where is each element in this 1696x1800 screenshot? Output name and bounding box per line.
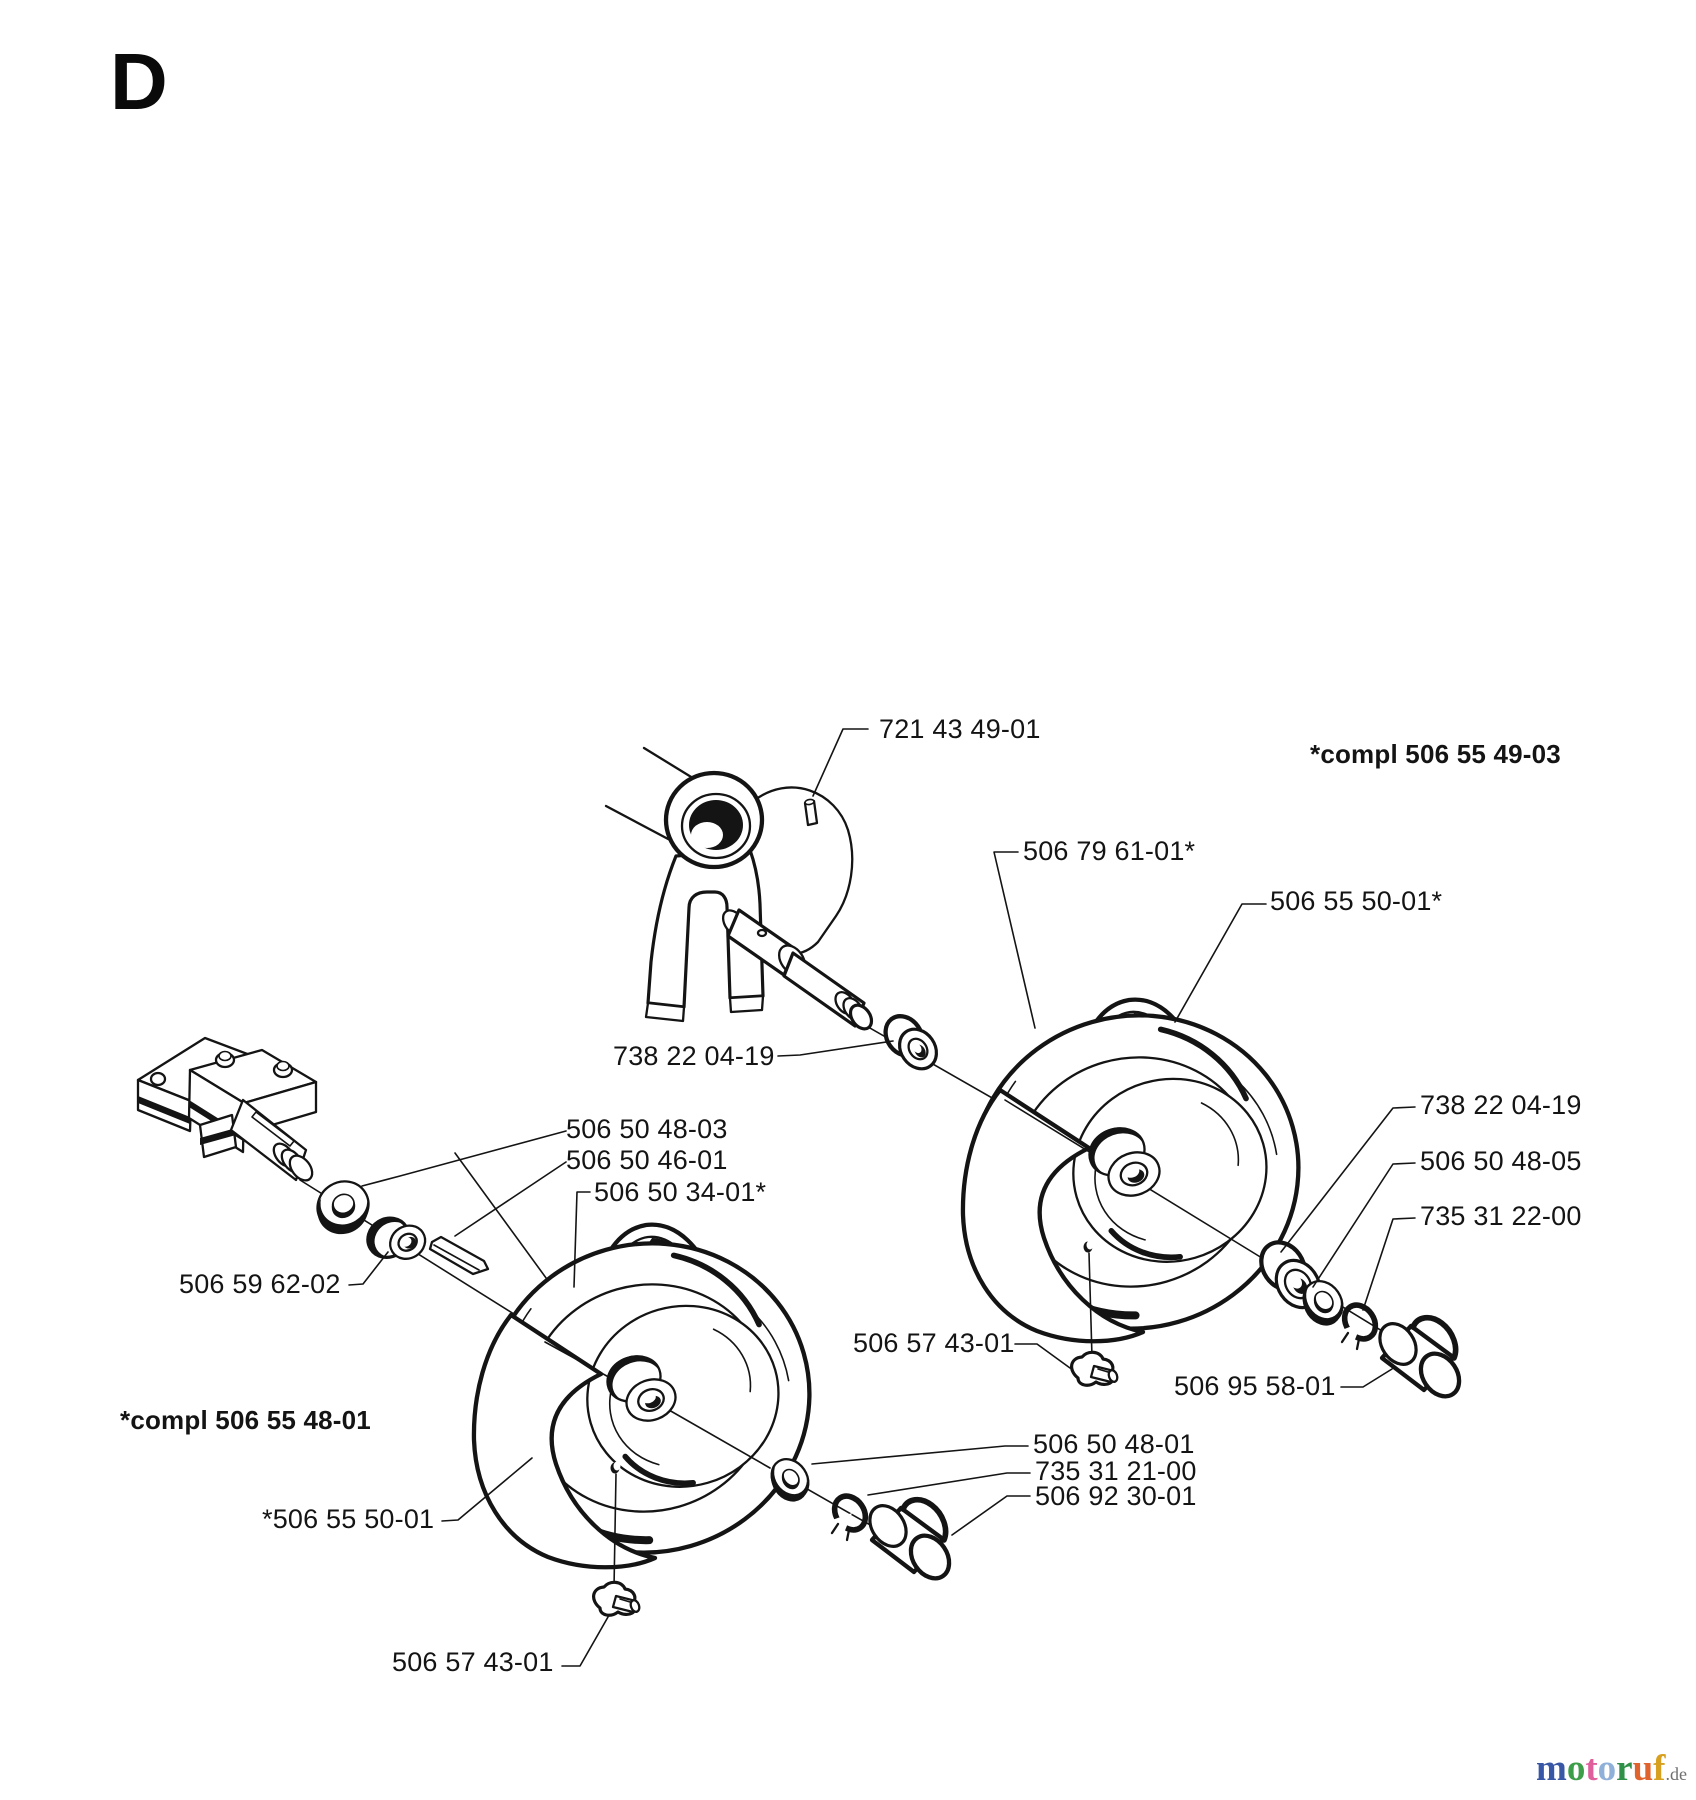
part-label-clip-left: 506 57 43-01 <box>392 1647 554 1677</box>
part-label-bearing-right: 738 22 04-19 <box>1420 1090 1582 1120</box>
logo-letter: t <box>1585 1748 1598 1789</box>
part-label-bearing-fork: 738 22 04-19 <box>613 1041 775 1071</box>
part-label-key: 506 50 46-01 <box>566 1145 728 1175</box>
part-label-roller-left: 506 92 30-01 <box>1035 1481 1197 1511</box>
logo-letter: r <box>1616 1748 1633 1789</box>
part-label-compl-left: *compl 506 55 48-01 <box>120 1405 371 1435</box>
part-label-washer-axle: 506 50 48-03 <box>566 1114 728 1144</box>
logo-letter: u <box>1632 1748 1654 1789</box>
part-label-wheel-right: 506 79 61-01* <box>1023 836 1196 866</box>
part-label-washer-right: 506 50 48-05 <box>1420 1146 1582 1176</box>
logo-word <box>1536 1748 1666 1789</box>
sheet-letter: D <box>110 37 168 126</box>
motoruf-logo[interactable] <box>1536 1750 1687 1787</box>
part-label-roller-right: 506 95 58-01 <box>1174 1371 1336 1401</box>
logo-letter: f <box>1653 1748 1666 1789</box>
part-label-snapring-left: 735 31 21-00 <box>1035 1456 1197 1486</box>
part-label-snapring-right: 735 31 22-00 <box>1420 1201 1582 1231</box>
part-label-bushing: 506 59 62-02 <box>179 1269 341 1299</box>
part-label-washer-left: 506 50 48-01 <box>1033 1429 1195 1459</box>
part-label-pin: 721 43 49-01 <box>879 714 1041 744</box>
logo-tld: .de <box>1665 1764 1687 1784</box>
logo-letter: o <box>1597 1748 1617 1789</box>
part-label-cover-right: 506 55 50-01* <box>1270 886 1443 916</box>
part-label-cover-left: *506 55 50-01 <box>262 1504 435 1534</box>
part-label-clip-right: 506 57 43-01 <box>853 1328 1015 1358</box>
part-label-compl-right: *compl 506 55 49-03 <box>1310 739 1561 769</box>
logo-letter: m <box>1536 1748 1567 1789</box>
part-label-wheel-left: 506 50 34-01* <box>594 1177 767 1207</box>
logo-letter: o <box>1566 1748 1586 1789</box>
